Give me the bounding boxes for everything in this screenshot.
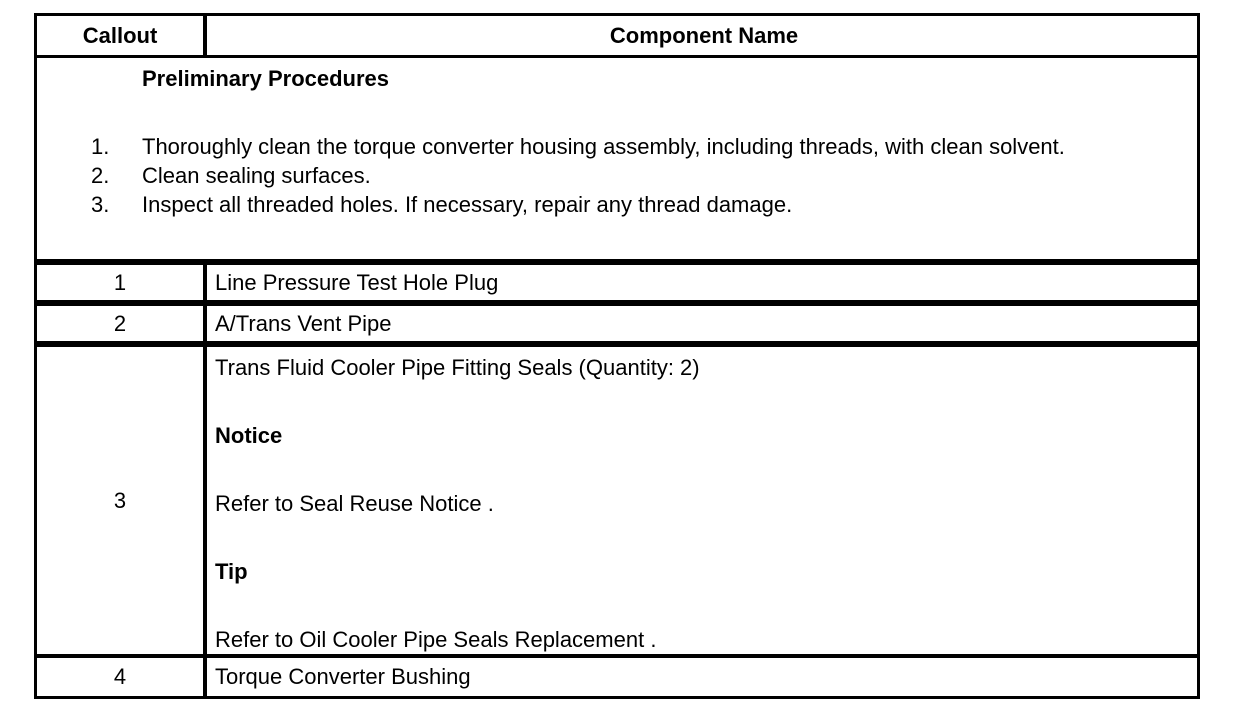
header-component-name: Component Name [609,22,799,48]
step-number: 2. [91,163,110,188]
table-row [34,303,1200,344]
table-row [34,262,1200,303]
component-table [34,13,1200,699]
row-component-name: Trans Fluid Cooler Pipe Fitting Seals (Quantity: 2) [215,355,700,380]
table-header-row [34,13,1200,58]
row-callout: 3 [37,347,207,654]
preliminary-procedures-row [34,55,1200,262]
preliminary-procedures-title: Preliminary Procedures [142,66,390,91]
step-number: 3. [91,192,110,217]
row-callout: 2 [37,306,207,341]
row-component-details [211,347,1197,654]
notice-text: Refer to Seal Reuse Notice . [215,491,494,516]
step-text: Inspect all threaded holes. If necessary, repair any thread damage. [142,192,793,217]
row-callout: 1 [37,265,207,300]
header-callout: Callout [37,16,207,55]
tip-label: Tip [215,559,248,584]
step-text: Clean sealing surfaces. [142,163,371,188]
row-component-name: A/Trans Vent Pipe [215,310,392,336]
table-row [34,655,1200,699]
step-number: 1. [91,134,110,159]
row-component-name: Torque Converter Bushing [215,664,471,689]
table-row [34,344,1200,657]
row-callout: 4 [37,658,207,696]
step-text: Thoroughly clean the torque converter housing assembly, including threads, with clean solvent. [142,134,1065,159]
row-component-name: Line Pressure Test Hole Plug [215,269,499,295]
notice-label: Notice [215,423,283,448]
tip-text: Refer to Oil Cooler Pipe Seals Replacement . [215,627,657,652]
